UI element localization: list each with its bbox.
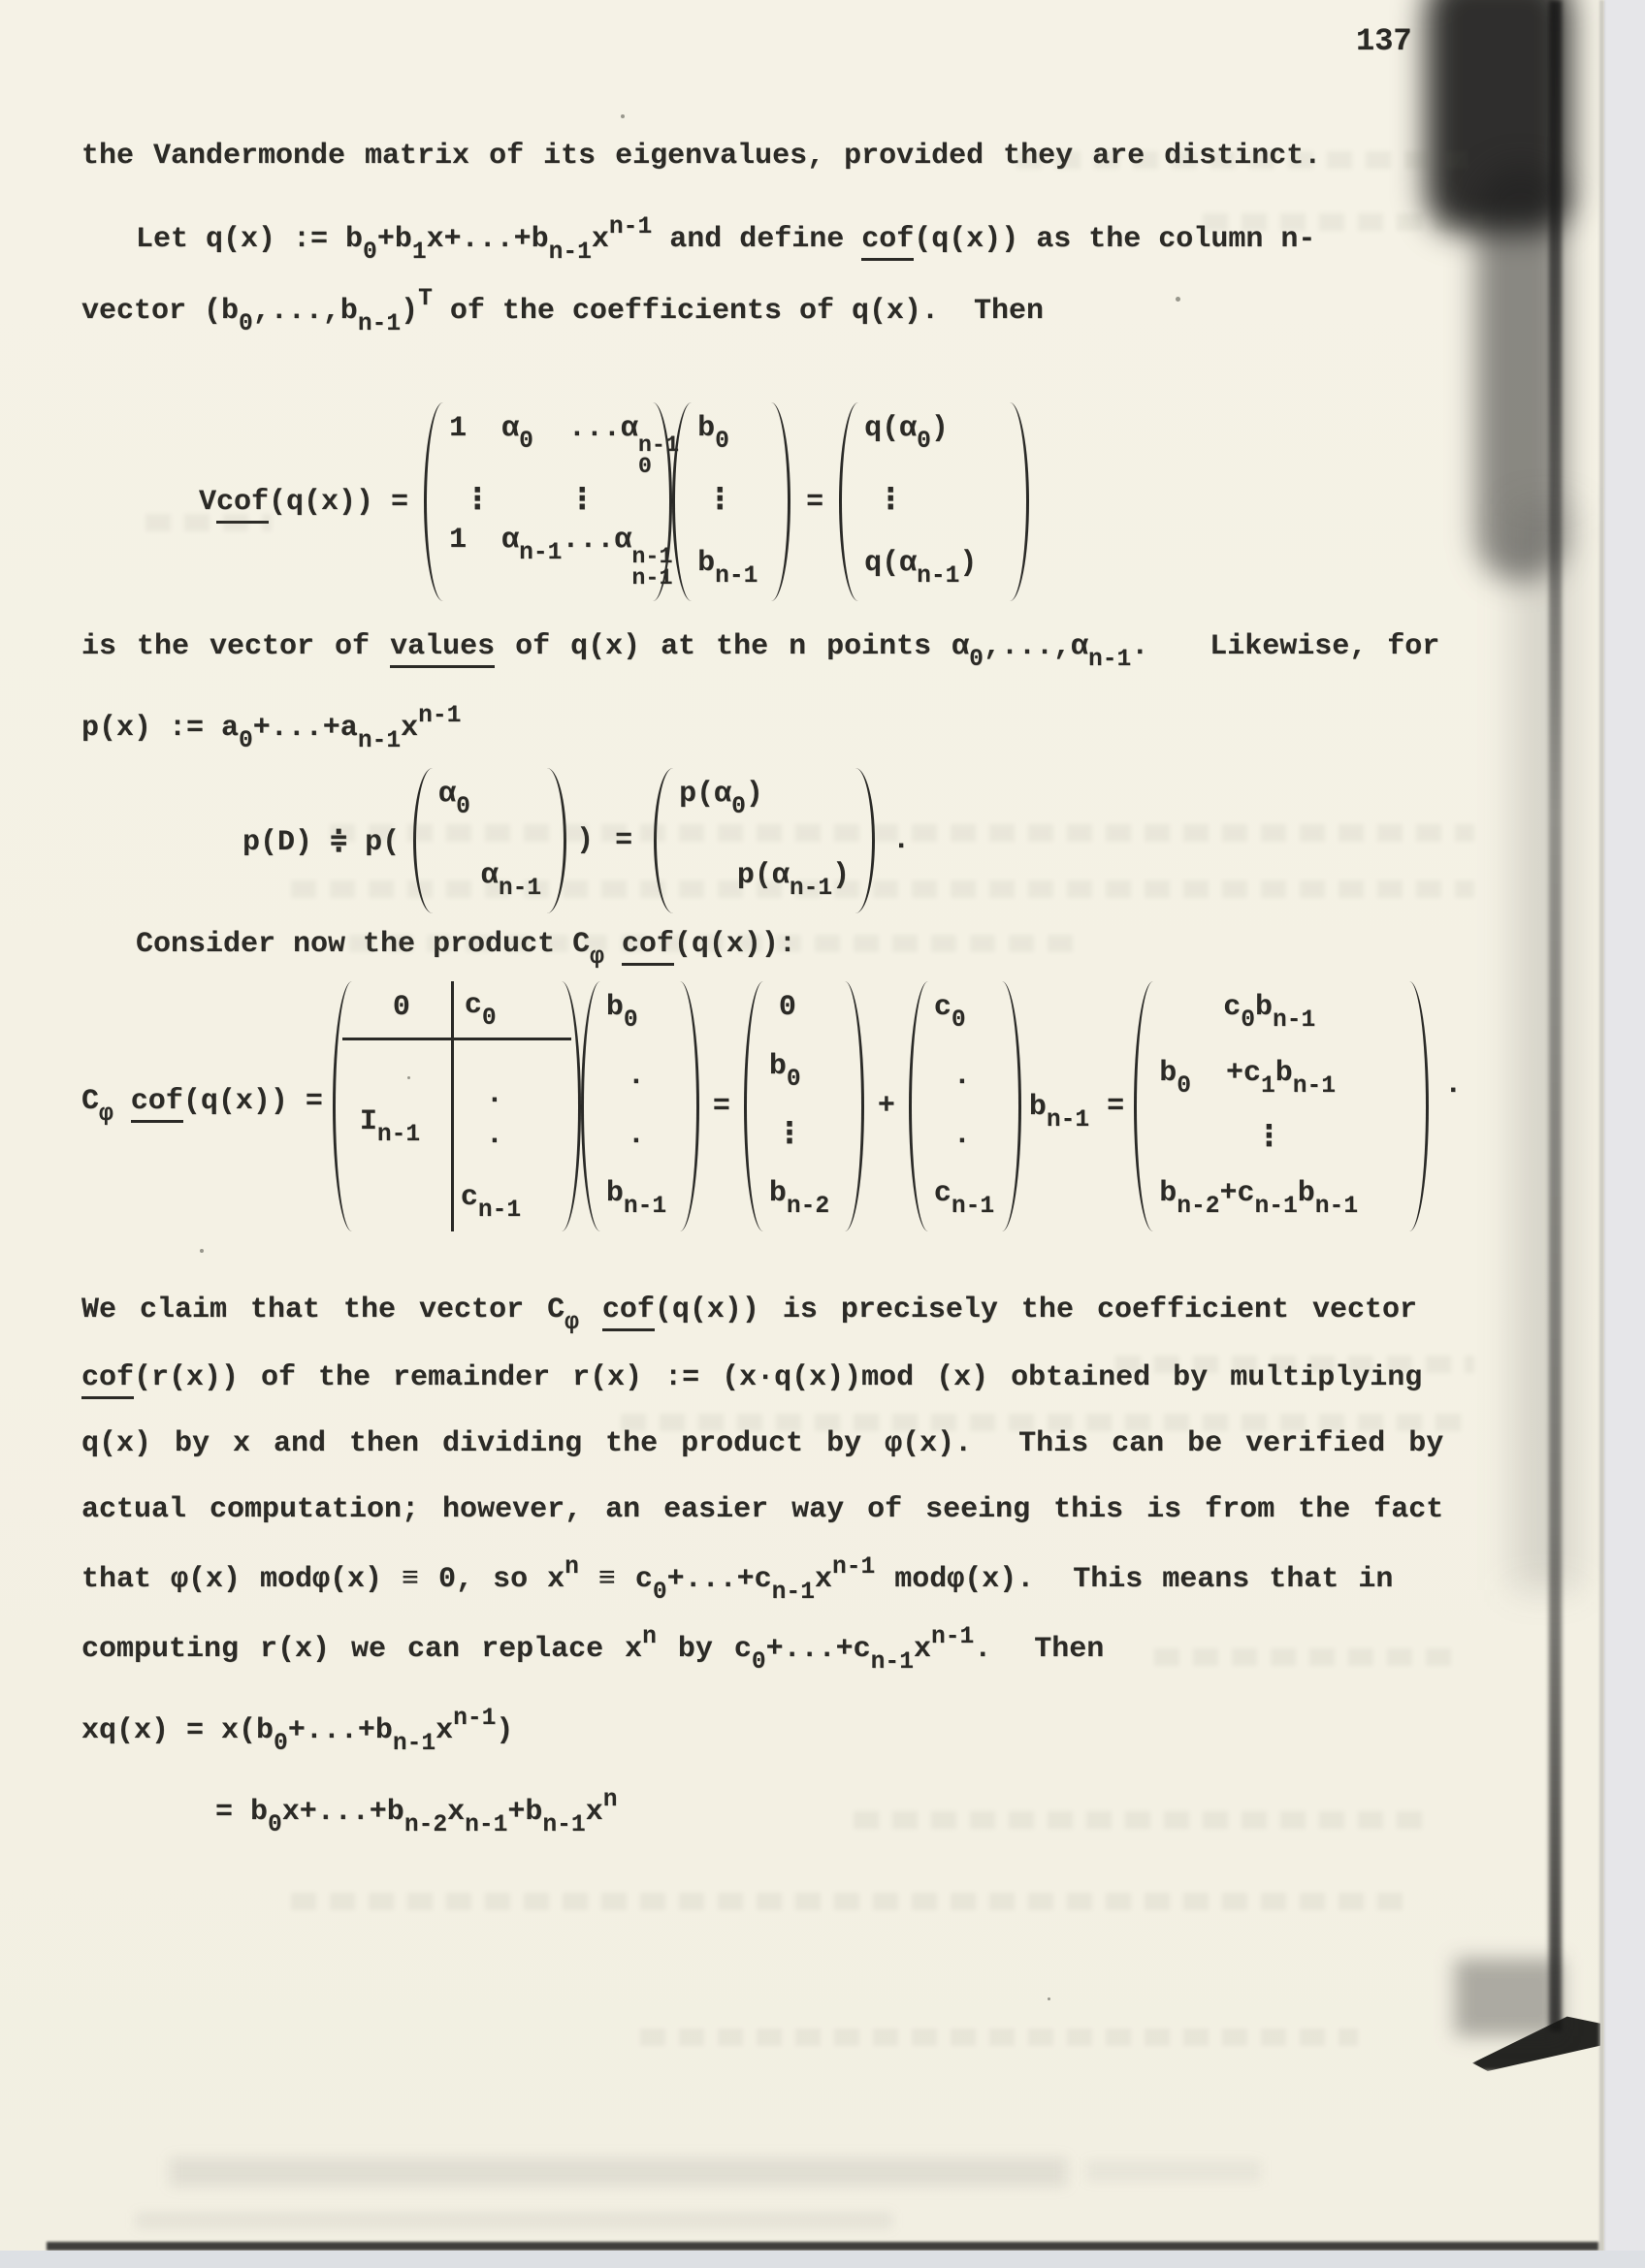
page-bottom-edge: [47, 2242, 1598, 2251]
values-vector: [839, 402, 1029, 601]
bleedthrough-artifact: [854, 1811, 1426, 1829]
matrix-row: $b_0 +c_1b_{n-1}$: [1159, 1056, 1337, 1100]
equation-lhs: $C_\varphi$ cof(q(x)) =: [81, 1085, 323, 1128]
matrix-row: $b_{n-1}$: [605, 1177, 667, 1221]
gutter-shadow-line: [1549, 0, 1562, 2031]
bleedthrough-artifact: [621, 1414, 1474, 1431]
paragraph-line: computing r(x) we can replace $x^n$ by $c_0+...+c_{n-1}x^{n-1}$. Then: [81, 1624, 1105, 1676]
matrix-row: [449, 484, 647, 518]
closing-paren: ): [576, 824, 595, 857]
page-right-edge: [1599, 0, 1604, 2268]
bleedthrough-artifact: [1154, 1648, 1455, 1666]
equals-sign: =: [806, 485, 824, 519]
result-vector: [1134, 981, 1429, 1231]
matrix-row: $p(\alpha_0)$: [679, 778, 763, 820]
scan-speck: [407, 1076, 410, 1079]
matrix-entry: 0: [392, 991, 410, 1024]
matrix-row: $b_0$: [605, 991, 638, 1034]
matrix-row: $c_0b_{n-1}$: [1223, 991, 1316, 1034]
matrix-row: .: [952, 1059, 971, 1093]
period: .: [892, 824, 911, 857]
scan-streak: [170, 2157, 1067, 2187]
bleedthrough-artifact: [291, 1893, 1406, 1910]
matrix-divider-horizontal: [342, 1038, 571, 1040]
matrix-row: $b_0$: [768, 1049, 801, 1093]
matrix-row: $c_0$: [933, 991, 966, 1034]
scan-speck: [200, 1249, 204, 1253]
scan-speck: [621, 114, 625, 118]
matrix-row: $\alpha_0$: [438, 778, 470, 820]
bleedthrough-artifact: [349, 935, 1086, 952]
paragraph-line: We claim that the vector $C_\varphi$ cof(q(x)) is precisely the coefficient vector: [81, 1294, 1417, 1336]
bleedthrough-artifact: [1115, 1356, 1474, 1373]
scan-speck: [1176, 297, 1180, 302]
paragraph-line: actual computation; however, an easier way of seeing this is from the fact: [81, 1493, 1444, 1526]
matrix-entry: $c_0$: [464, 989, 497, 1032]
matrix-row: $\alpha_{n-1}$: [480, 859, 542, 903]
gutter-shadow-halo: [1513, 504, 1577, 1590]
vdots: ⋮: [705, 484, 735, 518]
paragraph-line: Let q(x) := $b_0+b_1x+...+b_{n-1}x^{n-1}$ and define cof(q(x)) as the column n-: [136, 214, 1316, 266]
bleedthrough-artifact: [291, 880, 1474, 898]
paragraph-line: is the vector of values of q(x) at the n points $\alpha_0,...,\alpha_{n-1}$. Likewise, for: [81, 630, 1440, 673]
matrix-row: $q(\alpha_0)$: [864, 412, 949, 455]
matrix-row: .: [627, 1059, 645, 1093]
companion-matrix: [333, 981, 581, 1231]
bleedthrough-artifact: [330, 824, 1474, 842]
equals-sign: =: [712, 1090, 730, 1123]
paragraph-line: cof(r(x)) of the remainder r(x) := (x·q(x))mod (x) obtained by multiplying: [81, 1361, 1422, 1394]
gutter-shadow-top: [1426, 0, 1571, 233]
equals-sign: =: [1107, 1090, 1125, 1123]
gutter-shadow-wedge: [1472, 2013, 1600, 2071]
matrix-row: $b_0$: [697, 412, 729, 455]
matrix-row: 1 $\alpha_0$ ...α n-1 0: [449, 412, 679, 481]
vandermonde-matrix: [424, 402, 679, 601]
equation-lhs: p(D) ≑ p(: [242, 825, 401, 859]
matrix-row: $b_{n-2}$: [768, 1177, 830, 1221]
scan-streak: [1086, 2160, 1261, 2182]
plus-sign: +: [877, 1090, 895, 1123]
shifted-vector: [744, 981, 864, 1231]
matrix-row: $p(\alpha_{n-1})$: [736, 859, 851, 903]
paragraph-line: q(x) by x and then dividing the product by φ(x). This can be verified by: [81, 1427, 1444, 1460]
equation-vandermonde: [199, 402, 1029, 601]
page-number: 137: [1356, 23, 1412, 59]
equals-sign: =: [615, 824, 633, 857]
matrix-entry: .: [485, 1119, 503, 1152]
matrix-entry: .: [485, 1078, 503, 1111]
paragraph-line: vector $(b_0,...,b_{n-1})^T$ of the coefficients of q(x). Then: [81, 286, 1044, 337]
vdots: ⋮: [774, 1118, 804, 1152]
scan-speck: [1048, 1997, 1050, 2000]
scanner-background-right: [1604, 0, 1645, 2268]
vdots: ⋮: [1254, 1122, 1284, 1155]
bleedthrough-artifact: [1203, 213, 1484, 231]
coefficient-vector: [672, 402, 790, 601]
gutter-shadow-wedge-halo: [1455, 1959, 1562, 2036]
scan-streak: [136, 2213, 892, 2228]
matrix-row: $b_{n-2}+c_{n-1}b_{n-1}$: [1159, 1177, 1359, 1221]
matrix-row: $b_{n-1}$: [697, 547, 758, 591]
scalar-multiplier: $b_{n-1}$: [1028, 1091, 1090, 1134]
matrix-row: .: [952, 1118, 971, 1152]
paragraph-line: that φ(x) modφ(x) ≡ 0, so $x^n \equiv c_0+...+c_{n-1}x^{n-1}$ modφ(x). This means that in: [81, 1554, 1394, 1606]
bleedthrough-artifact: [145, 514, 272, 531]
matrix-divider-vertical: [451, 981, 454, 1231]
matrix-entry: $c_{n-1}$: [460, 1181, 522, 1224]
c-vector: [909, 981, 1021, 1231]
equation-lhs: Vcof(q(x)) =: [199, 486, 408, 519]
coefficient-vector: [581, 981, 699, 1231]
matrix-entry: $I_{n-1}$: [359, 1105, 421, 1148]
matrix-row: 0: [778, 991, 796, 1024]
bleedthrough-artifact: [1016, 151, 1472, 169]
gutter-shadow-upper: [1476, 165, 1565, 582]
paragraph-line: $xq(x) = x(b_0+...+b_{n-1}x^{n-1})$: [81, 1706, 514, 1757]
equation-companion-product: [81, 981, 1462, 1231]
paragraph-line: the Vandermonde matrix of its eigenvalues, provided they are distinct.: [81, 140, 1322, 173]
equation-expansion-line: = $b_0x+...+b_{n-2}x_{n-1}+b_{n-1}x^n$: [215, 1787, 618, 1838]
matrix-row: 1 $\alpha_{n-1}...\alpha$ n-1 n-1: [449, 523, 673, 591]
vdots: ⋮: [876, 484, 906, 518]
bleedthrough-artifact: [640, 2028, 1358, 2046]
period: .: [1444, 1069, 1463, 1102]
paragraph-line: Consider now the product $C_\varphi$ cof(q(x)):: [136, 928, 796, 971]
vdots: ⋮: [463, 484, 493, 518]
scanner-background-bottom: [0, 2251, 1645, 2268]
matrix-row: .: [627, 1118, 645, 1152]
paragraph-line: p(x) := $a_0+...+a_{n-1}x^{n-1}$: [81, 703, 462, 754]
matrix-row: $c_{n-1}$: [933, 1177, 995, 1221]
matrix-row: $q(\alpha_{n-1})$: [864, 547, 978, 591]
vdots: ⋮: [567, 484, 597, 518]
